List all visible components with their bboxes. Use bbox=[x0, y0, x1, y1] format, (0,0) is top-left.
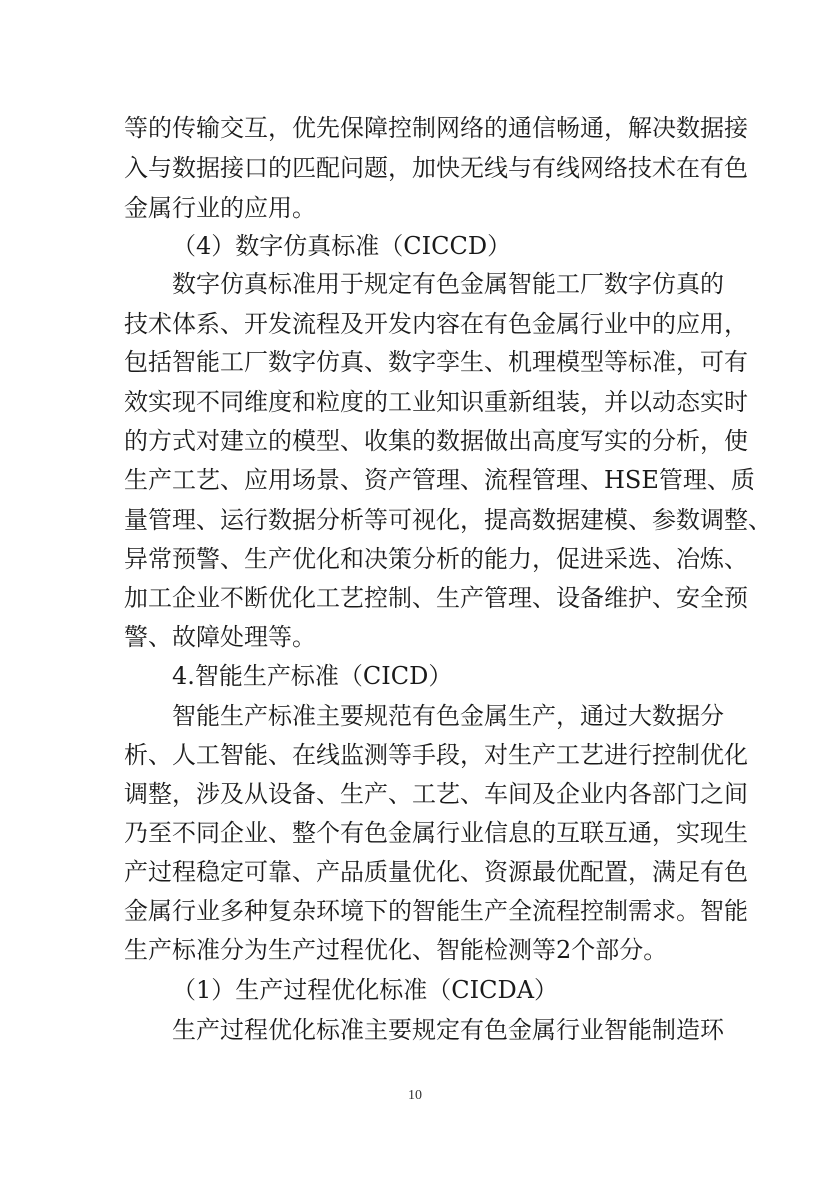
section-heading: 4.智能生产标准（CICD） bbox=[172, 662, 453, 690]
paragraph-line: 加工企业不断优化工艺控制、生产管理、设备维护、安全预 bbox=[124, 584, 748, 612]
paragraph-line: 异常预警、生产优化和决策分析的能力，促进采选、冶炼、 bbox=[124, 545, 748, 573]
paragraph-line: 技术体系、开发流程及开发内容在有色金属行业中的应用， bbox=[124, 310, 748, 338]
paragraph-line: 包括智能工厂数字仿真、数字孪生、机理模型等标准，可有 bbox=[124, 348, 748, 376]
paragraph-line: 等的传输交互，优先保障控制网络的通信畅通，解决数据接 bbox=[124, 114, 748, 142]
paragraph-line: 数字仿真标准用于规定有色金属智能工厂数字仿真的 bbox=[172, 270, 724, 298]
paragraph-line: 量管理、运行数据分析等可视化，提高数据建模、参数调整、 bbox=[124, 506, 772, 534]
paragraph-line: 警、故障处理等。 bbox=[124, 623, 316, 651]
section-heading: （1）生产过程优化标准（CICDA） bbox=[172, 976, 559, 1004]
paragraph-line: 生产过程优化标准主要规定有色金属行业智能制造环 bbox=[172, 1016, 724, 1044]
paragraph-line: 的方式对建立的模型、收集的数据做出高度写实的分析，使 bbox=[124, 427, 748, 455]
paragraph-line: 产过程稳定可靠、产品质量优化、资源最优配置，满足有色 bbox=[124, 858, 748, 886]
section-heading: （4）数字仿真标准（CICCD） bbox=[172, 232, 512, 260]
paragraph-line: 效实现不同维度和粒度的工业知识重新组装，并以动态实时 bbox=[124, 388, 748, 416]
paragraph-line: 金属行业多种复杂环境下的智能生产全流程控制需求。智能 bbox=[124, 897, 748, 925]
paragraph-line: 金属行业的应用。 bbox=[124, 194, 316, 222]
page-number: 10 bbox=[408, 1088, 422, 1103]
paragraph-line: 析、人工智能、在线监测等手段，对生产工艺进行控制优化 bbox=[124, 741, 748, 769]
paragraph-line: 生产标准分为生产过程优化、智能检测等2个部分。 bbox=[124, 936, 668, 964]
paragraph-line: 调整，涉及从设备、生产、工艺、车间及企业内各部门之间 bbox=[124, 780, 748, 808]
paragraph-line: 生产工艺、应用场景、资产管理、流程管理、HSE管理、质 bbox=[124, 466, 755, 494]
paragraph-line: 乃至不同企业、整个有色金属行业信息的互联互通，实现生 bbox=[124, 819, 748, 847]
paragraph-line: 入与数据接口的匹配问题，加快无线与有线网络技术在有色 bbox=[124, 154, 748, 182]
paragraph-line: 智能生产标准主要规范有色金属生产，通过大数据分 bbox=[172, 702, 724, 730]
